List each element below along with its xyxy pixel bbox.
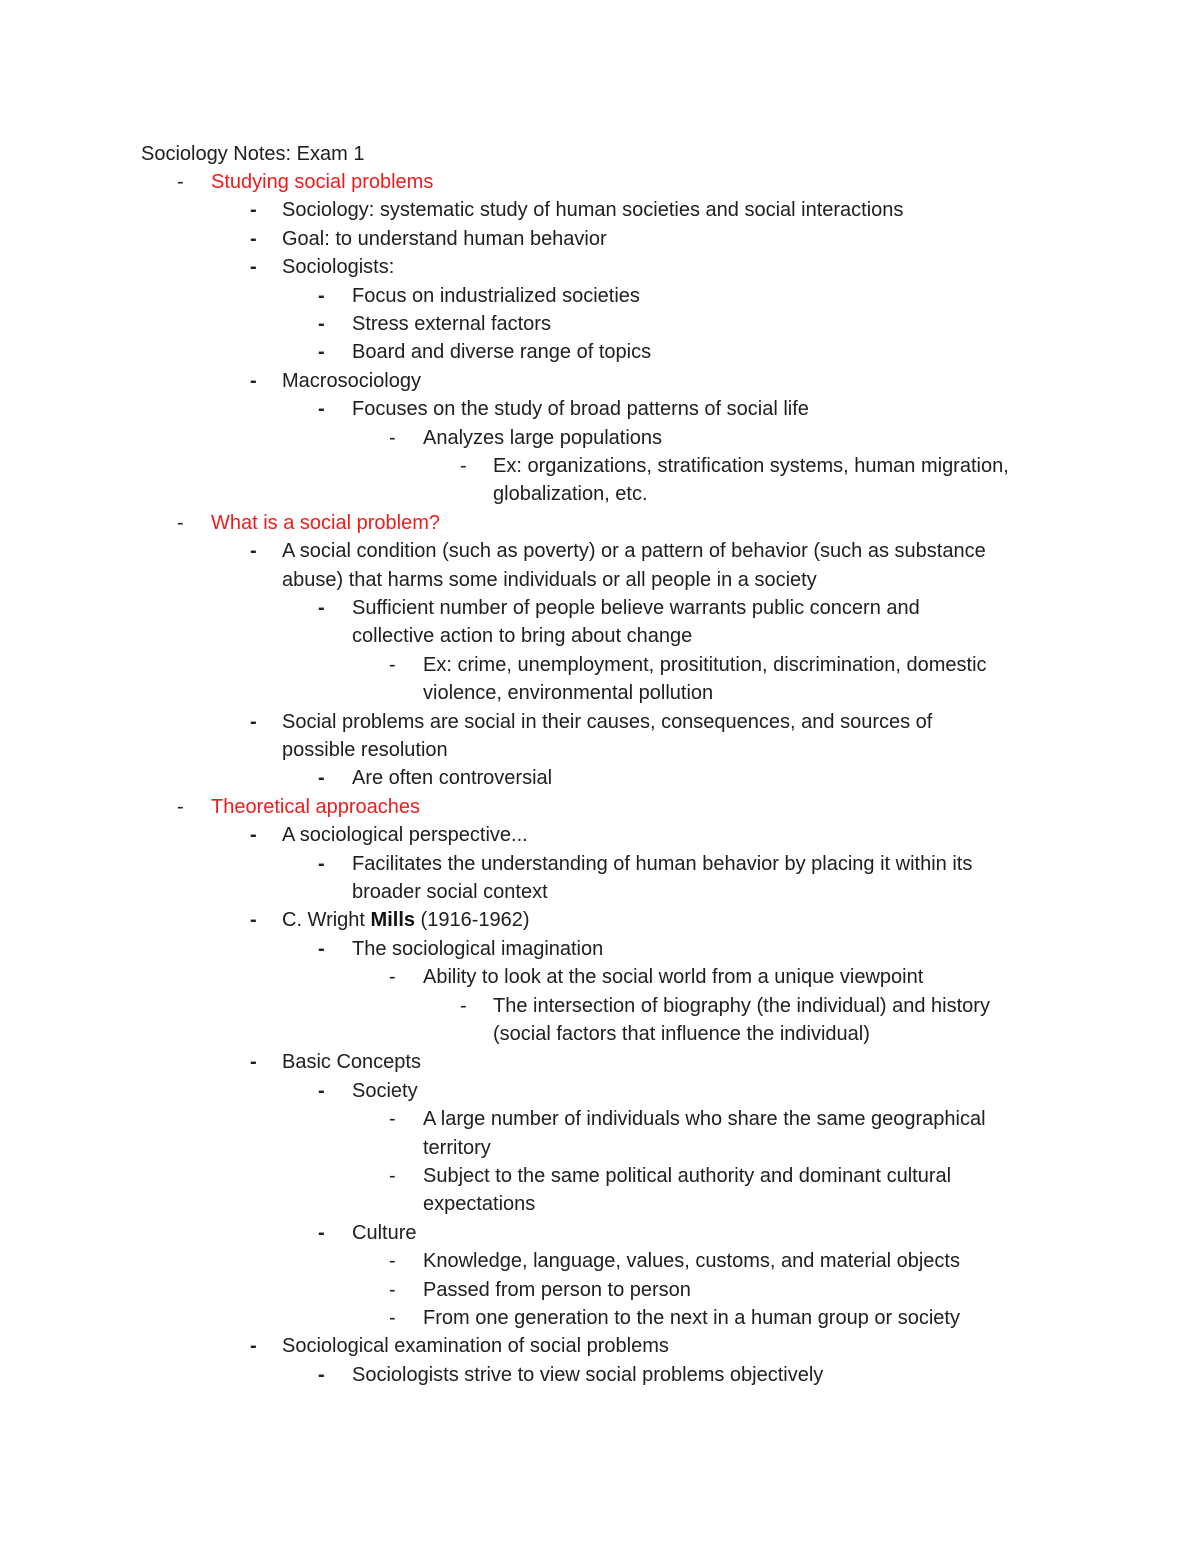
bullet-dash: -: [318, 937, 325, 960]
outline-item-text: possible resolution: [282, 739, 448, 761]
bullet-dash: -: [250, 1335, 257, 1358]
bullet-dash: -: [250, 369, 257, 392]
bullet-dash: -: [250, 710, 257, 733]
outline-item-text: Passed from person to person: [423, 1278, 691, 1301]
bullet-dash: -: [389, 1307, 396, 1329]
outline-item-text: Sociological examination of social problems: [282, 1335, 669, 1358]
document-title: Sociology Notes: Exam 1: [141, 143, 365, 165]
outline-item-text: Subject to the same political authority and dominant cultural: [423, 1165, 952, 1187]
bullet-dash: -: [389, 966, 396, 989]
bullet-dash: -: [250, 199, 257, 222]
outline-item-text: Social problems are social in their causes, consequences, and sources of: [282, 710, 933, 733]
bullet-dash: -: [250, 256, 257, 279]
bullet-dash: -: [177, 171, 184, 193]
bullet-dash: -: [318, 852, 325, 875]
bullet-dash: -: [250, 540, 257, 563]
outline-item-text: broader social context: [352, 881, 548, 903]
section-heading: Studying social problems: [211, 171, 434, 193]
bullet-dash: -: [389, 1278, 396, 1301]
outline-item-text: Ex: organizations, stratification systems, human migration,: [493, 455, 1009, 477]
outline-item-text: Sociologists:: [282, 256, 395, 279]
outline-item-text: Sufficient number of people believe warrants public concern and: [352, 597, 920, 619]
bullet-dash: -: [318, 1221, 325, 1244]
bullet-dash: -: [318, 398, 325, 421]
bullet-dash: -: [318, 1363, 325, 1386]
bullet-dash: -: [389, 1108, 396, 1131]
outline-item-text: Are often controversial: [352, 767, 553, 790]
bullet-dash: -: [318, 313, 325, 335]
outline-item-text: Facilitates the understanding of human behavior by placing it within its: [352, 852, 973, 875]
outline-item-text: Ability to look at the social world from a unique viewpoint: [423, 966, 924, 989]
outline-item-text: The sociological imagination: [352, 937, 604, 960]
section-heading: What is a social problem?: [211, 511, 440, 534]
bullet-dash: -: [318, 1079, 325, 1102]
outline-item-text: Basic Concepts: [282, 1051, 421, 1074]
bullet-dash: -: [318, 284, 325, 307]
outline-item-text: Macrosociology: [282, 369, 421, 392]
bullet-dash: -: [460, 994, 467, 1017]
outline-item-text: Culture: [352, 1221, 417, 1244]
outline-item-text: collective action to bring about change: [352, 625, 693, 648]
bullet-dash: -: [460, 455, 467, 477]
outline-item-text: Society: [352, 1079, 418, 1102]
outline-item-text: territory: [423, 1136, 491, 1159]
outline-item-text: Sociology: systematic study of human societies and social interactions: [282, 199, 904, 222]
bullet-dash: -: [389, 653, 396, 676]
outline-item-text: Knowledge, language, values, customs, and material objects: [423, 1250, 960, 1273]
outline-item-text: From one generation to the next in a human group or society: [423, 1307, 960, 1329]
outline-item-text: abuse) that harms some individuals or all people in a society: [282, 568, 817, 591]
bullet-dash: -: [177, 795, 184, 818]
text-segment: (1916-1962): [415, 909, 530, 932]
outline-item-text: Focuses on the study of broad patterns of social life: [352, 398, 809, 421]
outline-item-text: Sociologists strive to view social problems objectively: [352, 1363, 824, 1386]
outline-item-text: [282, 906, 530, 934]
bullet-dash: -: [318, 341, 325, 364]
outline-item-text: Focus on industrialized societies: [352, 284, 640, 307]
outline-item-text: Analyzes large populations: [423, 426, 663, 449]
outline-item-text: (social factors that influence the individual): [493, 1023, 870, 1045]
bullet-dash: -: [177, 511, 184, 534]
bullet-dash: -: [318, 767, 325, 790]
bullet-dash: -: [250, 227, 257, 250]
text-segment: C. Wright: [282, 909, 371, 932]
outline-item-text: Ex: crime, unemployment, prosititution, discrimination, domestic: [423, 653, 987, 676]
outline-item-text: Stress external factors: [352, 313, 551, 335]
outline-item-text: A large number of individuals who share the same geographical: [423, 1108, 986, 1131]
bullet-dash: -: [250, 909, 257, 932]
bullet-dash: -: [389, 1250, 396, 1273]
outline-item-text: violence, environmental pollution: [423, 682, 714, 705]
bold-name: Mills: [370, 909, 415, 932]
bullet-dash: -: [250, 1051, 257, 1074]
bullet-dash: -: [389, 426, 396, 449]
outline-item-text: A social condition (such as poverty) or a pattern of behavior (such as substance: [282, 540, 986, 563]
outline-item-text: expectations: [423, 1193, 536, 1216]
outline-item-text: globalization, etc.: [493, 483, 648, 506]
section-heading: Theoretical approaches: [211, 795, 421, 818]
bullet-dash: -: [250, 824, 257, 847]
outline-item-text: A sociological perspective...: [282, 824, 528, 847]
bullet-dash: -: [389, 1165, 396, 1187]
bullet-dash: -: [318, 597, 325, 619]
outline-item-text: The intersection of biography (the individual) and history: [493, 994, 990, 1017]
outline-item-text: Goal: to understand human behavior: [282, 227, 607, 250]
outline-item-text: Board and diverse range of topics: [352, 341, 652, 364]
